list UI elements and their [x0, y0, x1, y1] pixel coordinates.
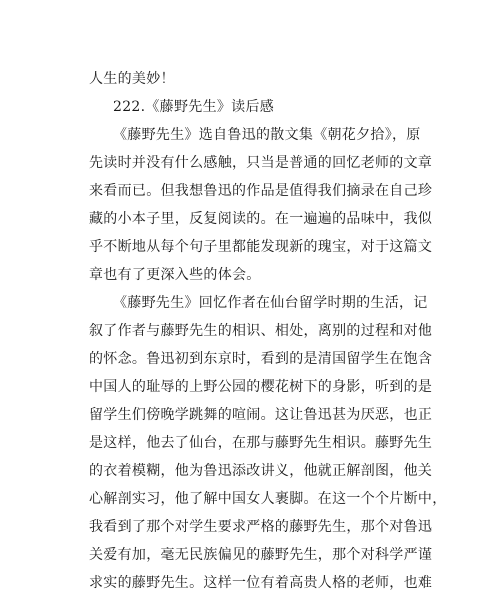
paragraph-1-line: 乎不断地从每个句子里都能发现新的瑰宝，对于这篇文: [89, 239, 433, 255]
text-line: 人生的美妙！: [89, 71, 175, 87]
essay-heading: 222.《藤野先生》读后感: [113, 99, 275, 115]
paragraph-2-line: 的怀念。鲁迅初到东京时，看到的是清国留学生在饱含: [89, 351, 433, 367]
paragraph-2-line: 求实的藤野先生。这样一位有着高贵人格的老师，也难: [89, 575, 433, 591]
paragraph-2-line: 《藤野先生》回忆作者在仙台留学时期的生活，记: [113, 295, 428, 311]
paragraph-1-line: 《藤野先生》选自鲁迅的散文集《朝花夕拾》，原: [113, 127, 421, 143]
paragraph-2-line: 我看到了那个对学生要求严格的藤野先生，那个对鲁迅: [89, 519, 433, 535]
paragraph-2-line: 是这样，他去了仙台，在那与藤野先生相识。藤野先生: [89, 435, 433, 451]
paragraph-1-line: 来看而已。但我想鲁迅的作品是值得我们摘录在自己珍: [89, 183, 433, 199]
paragraph-2-line: 关爱有加，毫无民族偏见的藤野先生，那个对科学严谨: [89, 547, 433, 563]
paragraph-2-line: 叙了作者与藤野先生的相识、相处，离别的过程和对他: [89, 323, 433, 339]
paragraph-2-line: 的衣着模糊，他为鲁迅添改讲义，他就正解剖图，他关: [89, 463, 433, 479]
paragraph-1-line: 先读时并没有什么感触，只当是普通的回忆老师的文章: [89, 155, 433, 171]
paragraph-2-line: 留学生们傍晚学跳舞的喧闹。这让鲁迅甚为厌恶，也正: [89, 407, 433, 423]
paragraph-2-line: 中国人的耻辱的上野公园的樱花树下的身影，听到的是: [89, 379, 433, 395]
paragraph-1-line: 藏的小本子里，反复阅读的。在一遍遍的品味中，我似: [89, 211, 433, 227]
paragraph-2-line: 心解剖实习，他了解中国女人裹脚。在这一个个片断中，: [89, 491, 447, 507]
paragraph-1-line: 章也有了更深入些的体会。: [89, 267, 261, 283]
